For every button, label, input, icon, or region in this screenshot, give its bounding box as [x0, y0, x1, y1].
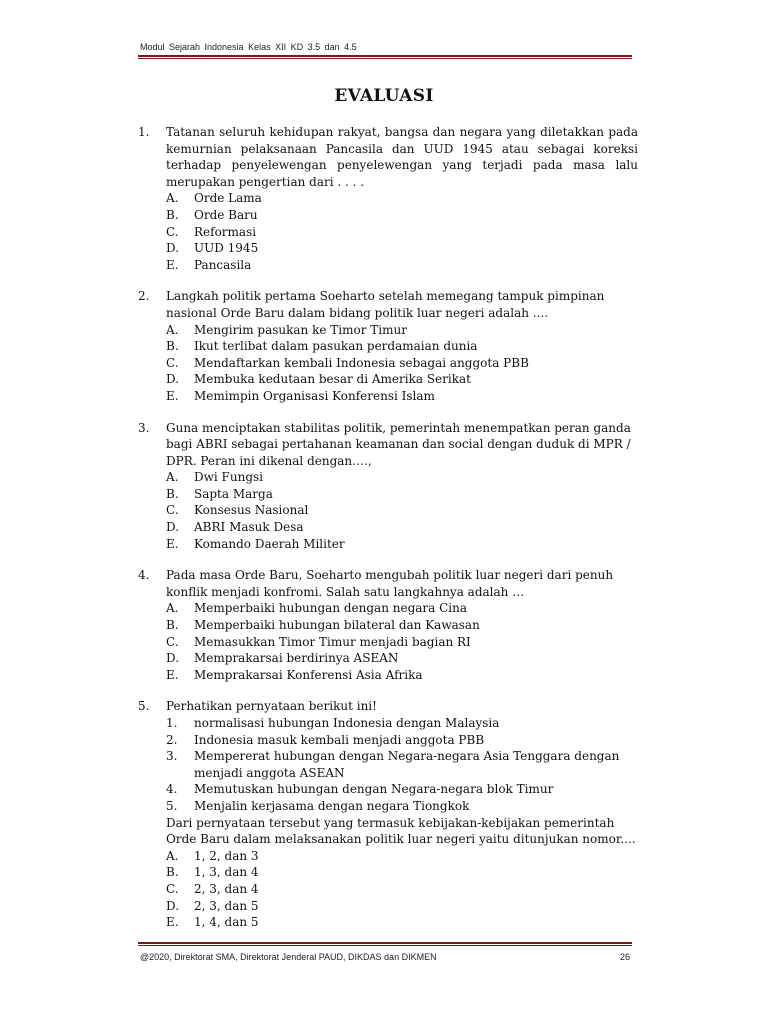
option-label: A. — [166, 191, 179, 206]
question-number: 4. — [138, 568, 150, 583]
option-a — [166, 848, 638, 865]
option-a — [166, 322, 638, 339]
header-rule-thick — [138, 55, 632, 57]
option-label: B. — [166, 618, 179, 633]
page-footer — [140, 952, 630, 962]
option-list — [166, 190, 638, 273]
option-text: Memprakarsai Konferensi Asia Afrika — [194, 667, 423, 682]
option-c — [166, 881, 638, 898]
question-text: Perhatikan pernyataan berikut ini! — [166, 699, 377, 714]
option-text: Pancasila — [194, 257, 252, 272]
option-a — [166, 600, 638, 617]
question-list — [138, 124, 638, 946]
footer-copyright: @2020, Direktorat SMA, Direktorat Jenderal PAUD, DIKDAS dan DIKMEN — [140, 952, 437, 962]
option-c — [166, 224, 638, 241]
option-label: E. — [166, 667, 179, 682]
option-label: C. — [166, 634, 179, 649]
page-title: EVALUASI — [334, 86, 434, 106]
option-d — [166, 519, 638, 536]
option-text: 1, 4, dan 5 — [194, 915, 259, 930]
option-e — [166, 388, 638, 405]
question-text: Pada masa Orde Baru, Soeharto mengubah politik luar negeri dari penuh konflik menjadi konfromi. Salah satu langkahnya adalah … — [166, 568, 614, 599]
option-text: Memprakarsai berdirinya ASEAN — [194, 651, 399, 666]
question-1 — [138, 124, 638, 273]
option-text: UUD 1945 — [194, 241, 259, 256]
option-a — [166, 469, 638, 486]
option-e — [166, 667, 638, 684]
statement-text: Indonesia masuk kembali menjadi anggota PBB — [194, 732, 485, 747]
option-d — [166, 898, 638, 915]
option-label: B. — [166, 486, 179, 501]
header-rule-thin — [138, 58, 632, 59]
option-list — [166, 600, 638, 683]
option-label: C. — [166, 355, 179, 370]
option-label: E. — [166, 388, 179, 403]
question-5 — [138, 698, 638, 930]
question-4 — [138, 567, 638, 683]
option-e — [166, 914, 638, 931]
option-text: Ikut terlibat dalam pasukan perdamaian dunia — [194, 339, 478, 354]
question-number: 2. — [138, 289, 150, 304]
option-label: C. — [166, 224, 179, 239]
option-label: C. — [166, 881, 179, 896]
option-text: Membuka kedutaan besar di Amerika Serikat — [194, 372, 471, 387]
option-b — [166, 486, 638, 503]
running-header: Modul Sejarah Indonesia Kelas XII KD 3.5 dan 4.5 — [140, 42, 357, 52]
statement-label: 4. — [166, 782, 178, 797]
option-text: ABRI Masuk Desa — [194, 520, 304, 535]
option-b — [166, 338, 638, 355]
question-number: 5. — [138, 699, 150, 714]
option-c — [166, 502, 638, 519]
footer-rule-thick — [138, 942, 632, 944]
option-label: A. — [166, 322, 179, 337]
option-list — [166, 322, 638, 405]
statement-label: 3. — [166, 749, 178, 764]
option-text: Orde Baru — [194, 207, 258, 222]
option-text: Memasukkan Timor Timur menjadi bagian RI — [194, 634, 471, 649]
option-text: Memperbaiki hubungan bilateral dan Kawasan — [194, 618, 480, 633]
question-3 — [138, 420, 638, 553]
option-label: A. — [166, 848, 179, 863]
option-text: Memperbaiki hubungan dengan negara Cina — [194, 601, 468, 616]
option-text: Dwi Fungsi — [194, 470, 264, 485]
statement-label: 2. — [166, 732, 178, 747]
question-text: Langkah politik pertama Soeharto setelah memegang tampuk pimpinan nasional Orde Baru dalam bidang politik luar negeri adalah .... — [166, 289, 605, 320]
option-d — [166, 650, 638, 667]
question-2 — [138, 288, 638, 404]
statement-text: Memutuskan hubungan dengan Negara-negara blok Timur — [194, 782, 554, 797]
option-label: D. — [166, 898, 180, 913]
option-label: A. — [166, 470, 179, 485]
option-list — [166, 469, 638, 552]
statement-2 — [166, 732, 638, 749]
option-text: Konsesus Nasional — [194, 503, 309, 518]
option-text: Mengirim pasukan ke Timor Timur — [194, 322, 407, 337]
option-label: D. — [166, 241, 180, 256]
page-number: 26 — [619, 952, 630, 962]
option-label: B. — [166, 207, 179, 222]
option-text: Sapta Marga — [194, 486, 273, 501]
statement-label: 1. — [166, 716, 178, 730]
option-label: D. — [166, 520, 180, 535]
option-b — [166, 207, 638, 224]
statement-label: 5. — [166, 798, 178, 813]
statement-text: Mempererat hubungan dengan Negara-negara Asia Tenggara dengan menjadi anggota ASEAN — [194, 749, 620, 780]
question-number: 3. — [138, 420, 150, 435]
option-label: E. — [166, 257, 179, 272]
statement-1 — [166, 715, 638, 732]
option-e — [166, 257, 638, 274]
option-label: C. — [166, 503, 179, 518]
option-label: D. — [166, 372, 180, 387]
option-text: Reformasi — [194, 224, 257, 239]
statement-text: Menjalin kerjasama dengan negara Tiongkok — [194, 798, 470, 813]
option-b — [166, 864, 638, 881]
option-text: 2, 3, dan 5 — [194, 898, 259, 913]
option-list — [166, 848, 638, 931]
option-d — [166, 371, 638, 388]
option-c — [166, 355, 638, 372]
option-text: 1, 2, dan 3 — [194, 848, 259, 863]
statement-5 — [166, 798, 638, 815]
option-e — [166, 536, 638, 553]
option-label: B. — [166, 339, 179, 354]
option-text: Memimpin Organisasi Konferensi Islam — [194, 388, 435, 403]
footer-rule-thin — [138, 945, 632, 946]
question-number: 1. — [138, 125, 150, 139]
question-followup-text: Dari pernyataan tersebut yang termasuk kebijakan-kebijakan pemerintah Orde Baru dalam melaksanakan politik luar negeri yaitu ditunjukan nomor.... — [166, 815, 636, 847]
question-text: Tatanan seluruh kehidupan rakyat, bangsa dan negara yang diletakkan pada kemurnian pelaksanaan Pancasila dan UUD 1945 atau sebagai koreksi terhadap penyelewengan penyelewengan yang terjadi pada masa lalu merupakan pengertian dari . . . . — [166, 125, 638, 189]
option-text: 1, 3, dan 4 — [194, 865, 259, 880]
option-text: 2, 3, dan 4 — [194, 881, 259, 896]
option-label: E. — [166, 536, 179, 551]
option-label: E. — [166, 915, 179, 930]
statement-list — [166, 715, 638, 815]
option-label: A. — [166, 601, 179, 616]
statement-3 — [166, 748, 638, 781]
option-b — [166, 617, 638, 634]
option-label: D. — [166, 651, 180, 666]
option-text: Mendaftarkan kembali Indonesia sebagai anggota PBB — [194, 355, 529, 370]
statement-text: normalisasi hubungan Indonesia dengan Malaysia — [194, 716, 500, 730]
option-text: Komando Daerah Militer — [194, 536, 345, 551]
option-text: Orde Lama — [194, 191, 262, 206]
statement-4 — [166, 781, 638, 798]
option-c — [166, 634, 638, 651]
option-a — [166, 190, 638, 207]
question-text: Guna menciptakan stabilitas politik, pemerintah menempatkan peran ganda bagi ABRI sebagai pertahanan keamanan dan social dengan duduk di MPR / DPR. Peran ini dikenal dengan…., — [166, 420, 631, 468]
option-d — [166, 240, 638, 257]
option-label: B. — [166, 865, 179, 880]
